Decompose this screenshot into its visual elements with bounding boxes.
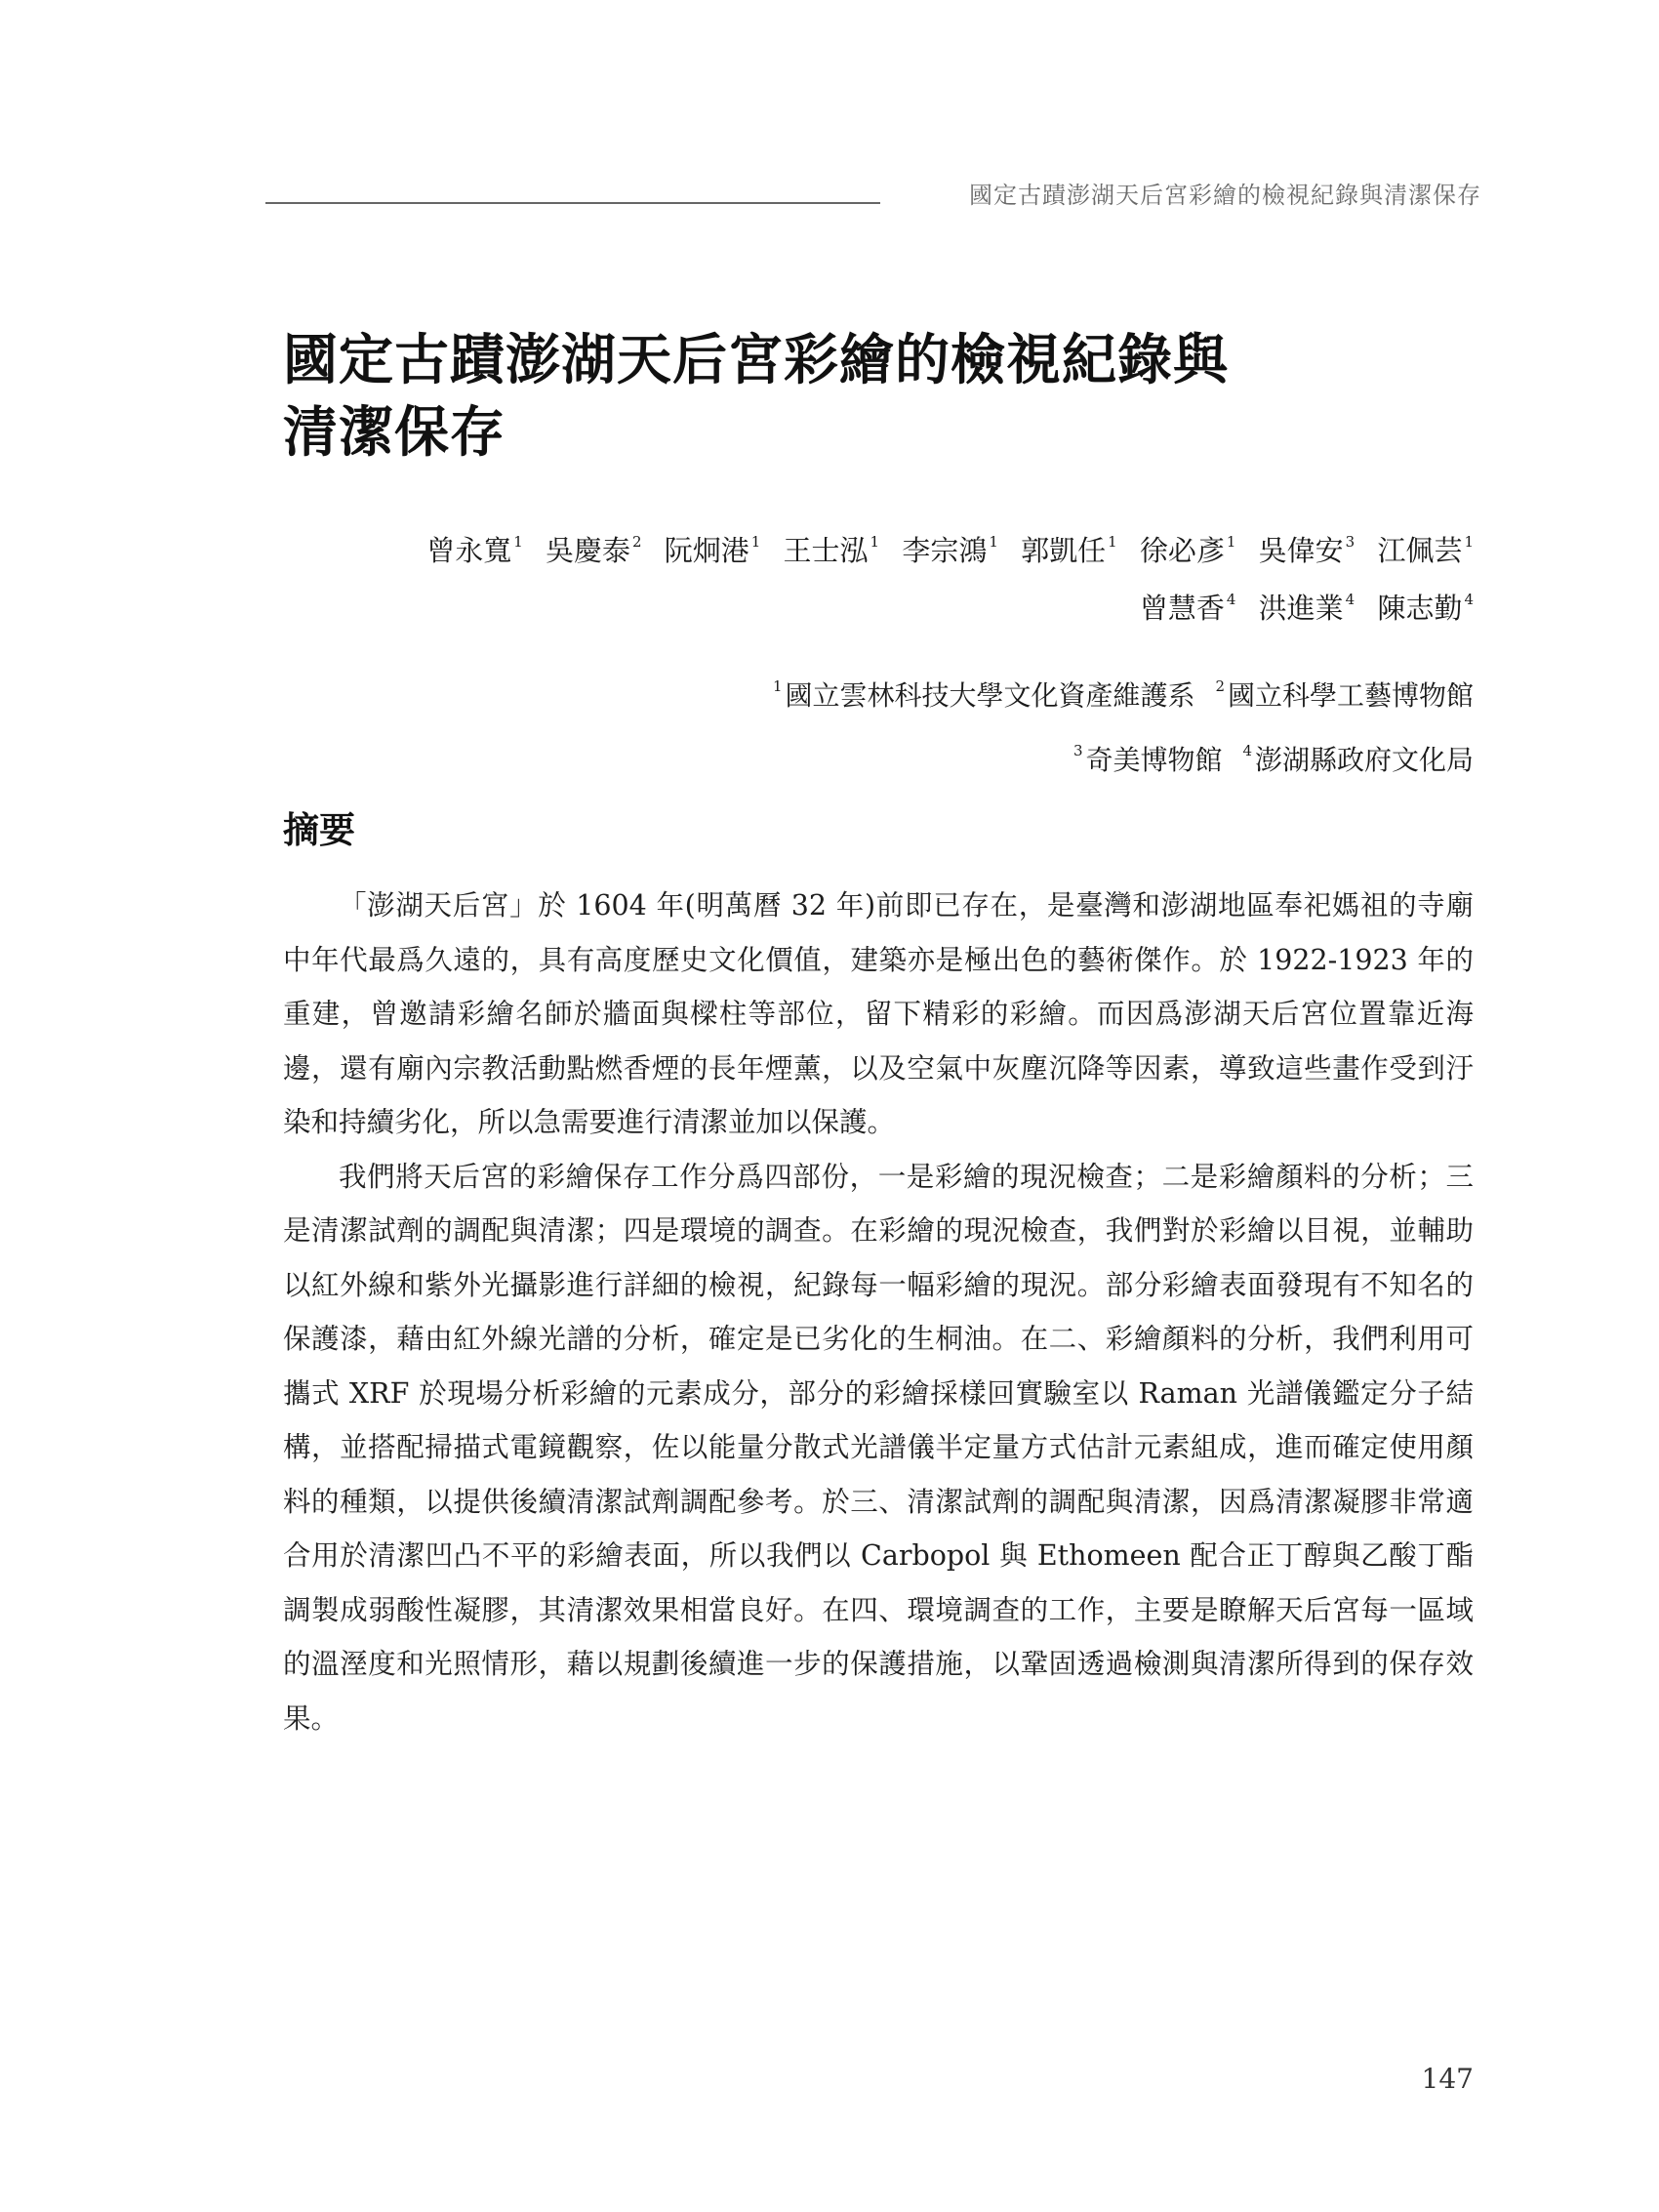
abstract-body	[283, 879, 1474, 1745]
affiliation-line-1	[303, 659, 1474, 723]
title-line-2: 清潔保存	[283, 400, 506, 465]
affiliation: $^3$ 奇美博物館	[1072, 742, 1223, 776]
author: 吳偉安 $^3$	[1258, 533, 1356, 567]
author: 陳志勤 $^4$	[1377, 591, 1474, 625]
abstract-heading: 摘要	[283, 808, 355, 851]
affiliation: $^1$ 國立雲林科技大學文化資產維護系	[772, 677, 1195, 712]
author: 徐必彥 $^1$	[1139, 533, 1236, 567]
affiliation: $^4$ 澎湖縣政府文化局	[1242, 742, 1474, 776]
paper-title	[283, 324, 1356, 469]
author-line-2	[303, 575, 1474, 633]
author: 曾慧香 $^4$	[1139, 591, 1236, 625]
author: 曾永寬 $^1$	[426, 533, 523, 567]
running-title: 國定古蹟澎湖天后宮彩繪的檢視紀錄與清潔保存	[969, 182, 1481, 209]
title-line-1: 國定古蹟澎湖天后宮彩繪的檢視紀錄與	[283, 328, 1229, 392]
author: 王士泓 $^1$	[783, 533, 880, 567]
author: 江佩芸 $^1$	[1377, 533, 1474, 567]
author: 吳慶泰 $^2$	[545, 533, 642, 567]
page-number: 147	[1421, 2063, 1474, 2095]
author-list	[303, 517, 1474, 633]
affiliation-line-2	[303, 723, 1474, 788]
running-header	[265, 176, 1481, 209]
author: 阮炯港 $^1$	[664, 533, 761, 567]
abstract-paragraph: 我們將天后宮的彩繪保存工作分爲四部份，一是彩繪的現況檢查；二是彩繪顏料的分析；三是清潔試劑的調配與清潔；四是環境的調查。在彩繪的現況檢查，我們對於彩繪以目視，並輔助以紅外線和紫外光攝影進行詳細的檢視，紀錄每一幅彩繪的現況。部分彩繪表面發現有不知名的保護漆，藉由紅外線光譜的分析，確定是已劣化的生桐油。在二、彩繪顏料的分析，我們利用可攜式 XRF 於現場分析彩繪的元素成分，部分的彩繪採樣回實驗室以 Raman 光譜儀鑑定分子結構，並搭配掃描式電鏡觀察，佐以能量分散式光譜儀半定量方式估計元素組成，進而確定使用顏料的種類，以提供後續清潔試劑調配參考。於三、清潔試劑的調配與清潔，因爲清潔凝膠非常適合用於清潔凹凸不平的彩繪表面，所以我們以 Carbopol 與 Ethomeen 配合正丁醇與乙酸丁酯調製成弱酸性凝膠，其清潔效果相當良好。在四、環境調查的工作，主要是瞭解天后宮每一區域的溫溼度和光照情形，藉以規劃後續進一步的保護措施，以鞏固透過檢測與清潔所得到的保存效果。	[283, 1160, 1474, 1735]
abstract-paragraph: 「澎湖天后宮」於 1604 年(明萬曆 32 年)前即已存在，是臺灣和澎湖地區奉祀媽祖的寺廟中年代最爲久遠的，具有高度歷史文化價值，建築亦是極出色的藝術傑作。於 1922-1923 年的重建，曾邀請彩繪名師於牆面與樑柱等部位，留下精彩的彩繪。而因爲澎湖天后宮位置靠近海邊，還有廟內宗教活動點燃香煙的長年煙薰，以及空氣中灰塵沉降等因素，導致這些畫作受到汙染和持續劣化，所以急需要進行清潔並加以保護。	[283, 889, 1474, 1138]
author: 郭凱任 $^1$	[1021, 533, 1117, 567]
header-rule	[265, 202, 880, 204]
affiliation-list	[303, 659, 1474, 788]
author-line-1	[303, 517, 1474, 575]
author: 洪進業 $^4$	[1258, 591, 1356, 625]
author: 李宗鴻 $^1$	[902, 533, 998, 567]
affiliation: $^2$ 國立科學工藝博物館	[1215, 677, 1474, 712]
